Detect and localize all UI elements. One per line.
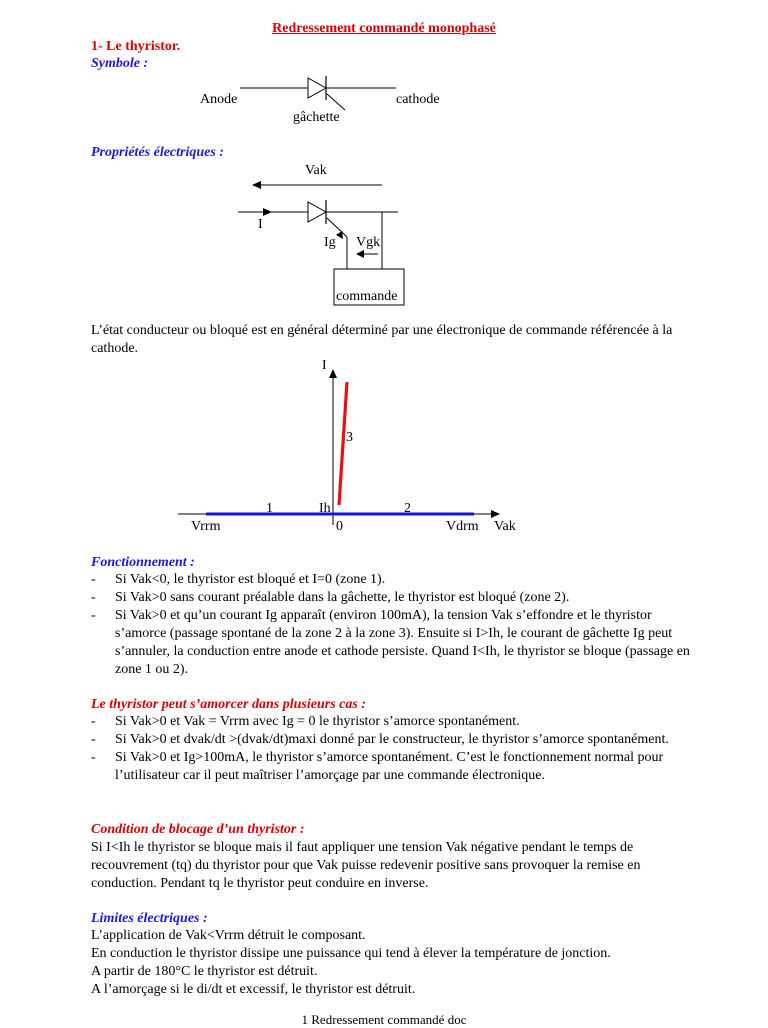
amorcage-heading: Le thyristor peut s’amorcer dans plusieurs cas :: [91, 697, 366, 712]
vdrm-label: Vdrm: [446, 519, 479, 534]
origin-label: 0: [336, 519, 343, 534]
section-heading-thyristor: 1- Le thyristor.: [91, 39, 181, 54]
list-item: - Si Vak>0 et Vak = Vrrm avec Ig = 0 le thyristor s’amorce spontanément.: [91, 714, 520, 729]
x-axis-label: Vak: [494, 519, 516, 534]
commande-label: commande: [336, 289, 398, 304]
vgk-label: Vgk: [356, 235, 381, 250]
thyristor-properties-diagram: [0, 155, 768, 310]
list-item: - Si Vak>0 et dvak/dt >(dvak/dt)maxi donné par le constructeur, le thyristor s’amorce spontanément.: [91, 732, 669, 747]
ig-label: Ig: [324, 235, 336, 250]
page-title: Redressement commandé monophasé: [272, 21, 496, 36]
limites-line: A l’amorçage si le di/dt et excessif, le thyristor est détruit.: [91, 982, 416, 997]
limites-line: En conduction le thyristor dissipe une puissance qui tend à élever la température de jonction.: [91, 946, 611, 961]
zone1-label: 1: [266, 501, 273, 516]
zone3-label: 3: [346, 430, 353, 445]
proprietes-heading: Propriétés électriques :: [91, 145, 224, 160]
gate-label: gâchette: [293, 110, 340, 125]
amorcage-list: [91, 713, 691, 785]
page-footer: 1 Redressement commandé doc: [301, 1012, 467, 1027]
blocage-paragraph: Si I<Ih le thyristor se bloque mais il faut appliquer une tension Vak négative pendant le temps de recouvrement (tq) du thyristor pour que Vak puisse redevenir positive sans provoquer la remise en conduction. Pendant tq le thyristor peut conduire en inverse.: [91, 840, 641, 891]
vak-label: Vak: [305, 163, 327, 178]
zone2-label: 2: [404, 501, 411, 516]
blocage-heading: Condition de blocage d’un thyristor :: [91, 822, 305, 837]
thyristor-characteristic-diagram: [0, 355, 768, 540]
limites-line: L’application de Vak<Vrrm détruit le composant.: [91, 928, 366, 943]
y-axis-label: I: [322, 358, 327, 373]
symbole-heading: Symbole :: [91, 56, 149, 71]
fonctionnement-heading: Fonctionnement :: [91, 555, 195, 570]
limites-heading: Limites électriques :: [91, 911, 208, 926]
list-item: - Si Vak>0 sans courant préalable dans la gâchette, le thyristor est bloqué (zone 2).: [91, 590, 570, 605]
list-item: - Si Vak>0 et Ig>100mA, le thyristor s’amorce spontanément. C’est le fonctionnement normal pour l’utilisateur car il peut maîtriser l’amorçage par une commande électronique.: [91, 750, 664, 783]
anode-label: Anode: [200, 92, 238, 107]
intro-paragraph: L’état conducteur ou bloqué est en général déterminé par une électronique de commande référencée à la cathode.: [91, 323, 673, 356]
fonctionnement-list: [91, 571, 691, 679]
i-label: I: [258, 217, 263, 232]
current-arrow: [263, 208, 272, 216]
gate-lead: [327, 94, 345, 110]
thyristor-symbol-diagram: [0, 70, 768, 130]
ih-label: Ih: [319, 501, 331, 516]
cathode-label: cathode: [396, 92, 440, 107]
thyristor-triangle: [308, 78, 326, 98]
list-item: - Si Vak>0 et qu’un courant Ig apparaît (environ 100mA), la tension Vak s’effondre et le thyristor s’amorce (passage spontané de la zone 2 à la zone 3). Ensuite si I>Ih, le courant de gâchette Ig peut s’annuler, la conduction entre anode et cathode persiste. Quand I<Ih, le thyristor se bloque (passage en zone 1 ou 2).: [91, 608, 690, 677]
limites-line: A partir de 180°C le thyristor est détruit.: [91, 964, 318, 979]
vrrm-label: Vrrm: [191, 519, 221, 534]
list-item: - Si Vak<0, le thyristor est bloqué et I=0 (zone 1).: [91, 572, 386, 587]
